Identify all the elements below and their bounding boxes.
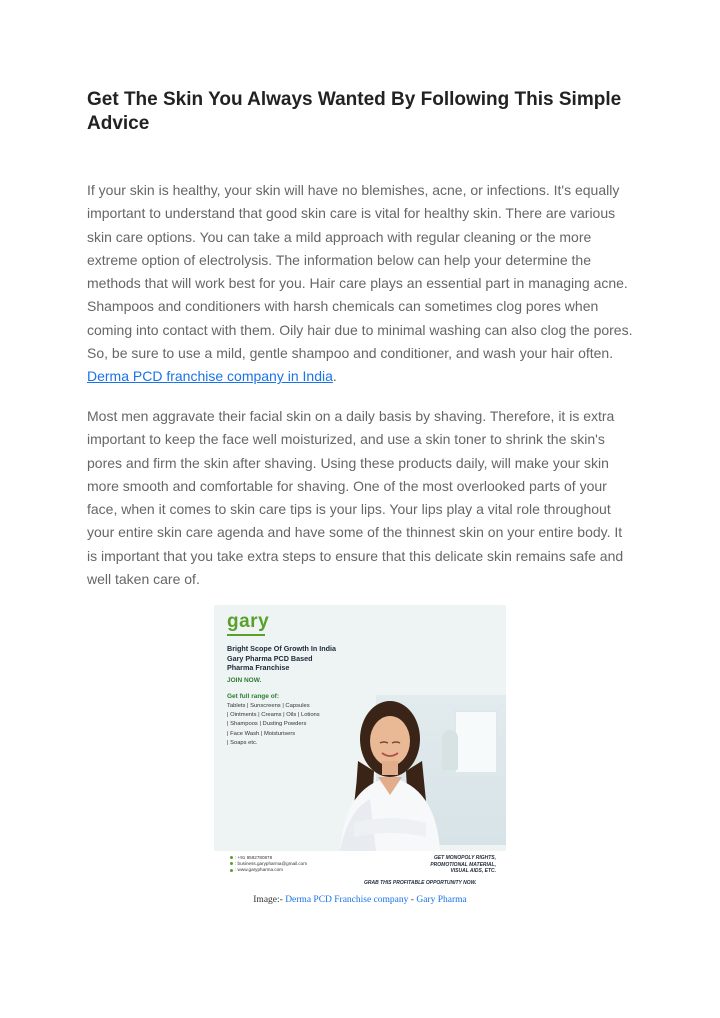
paragraph-2: Most men aggravate their facial skin on a daily basis by shaving. Therefore, it is extra important to keep the face well moisturized, and use a skin toner to shrink the skin's pores and firm the skin after shaving. Using these products daily, will make your skin more smooth and comfortable for shaving. One of the most overlooked parts of your face, when it comes to skin care tips is your lips. Your lips play a vital role throughout your entire skin care agenda and have some of the thinnest skin on your entire body. It is important that you take extra steps to ensure that this delicate skin remains safe and well taken care of. [87, 408, 624, 588]
window-graphic [454, 710, 498, 774]
caption-separator: - [408, 895, 417, 905]
ad-range-line: Tablets | Sunscreens | Capsules [227, 703, 310, 709]
advertisement-image [214, 605, 506, 891]
ad-contact-website [230, 867, 350, 873]
paragraph-1-end: . [332, 368, 337, 385]
ad-range-title: Get full range of: [227, 693, 279, 700]
caption-gary-pharma-link[interactable]: Gary Pharma [416, 895, 467, 905]
ad-footer [214, 851, 506, 891]
ad-rights-line: GET MONOPOLY RIGHTS, [433, 855, 496, 861]
ad-headline-line: Bright Scope Of Growth In India [227, 644, 337, 653]
paragraph-1 [87, 179, 635, 389]
ad-contact-text: : www.garypharma.com [235, 867, 283, 873]
ad-rights-line: VISUAL AIDS, ETC. [450, 868, 496, 875]
gary-logo: gary [227, 611, 270, 632]
article-title: Get The Skin You Always Wanted By Following This Simple Advice [87, 89, 622, 134]
image-caption [0, 895, 720, 905]
ad-headline-line: Gary Pharma PCD Based [227, 653, 313, 663]
globe-icon [230, 869, 233, 872]
logo-underline [227, 634, 265, 636]
ad-contact-list [230, 855, 350, 874]
businesswoman-illustration [318, 691, 458, 851]
phone-icon [230, 856, 233, 859]
ad-contact-text: : business.garypharma@gmail.com [235, 861, 308, 867]
ad-range-line: | Face Wash | Moisturisers [227, 730, 296, 737]
ad-grab-text: GRAB THIS PROFITABLE OPPORTUNITY NOW. [364, 880, 477, 886]
ad-range-line: | Ointments | Creams | Oils | Lotions [227, 712, 320, 719]
ad-range-line: | Soaps etc. [227, 739, 258, 746]
ad-headline-line: Pharma Franchise [227, 663, 290, 672]
ad-join-now: JOIN NOW. [227, 677, 262, 684]
ad-contact-text: : +91 9592780878 [235, 855, 273, 860]
ad-rights-text [356, 855, 496, 875]
caption-derma-link[interactable]: Derma PCD Franchise company [282, 895, 409, 905]
ad-range-line: | Shampoos | Dusting Powders [227, 721, 307, 728]
caption-prefix: Image:- [253, 895, 283, 905]
email-icon [230, 862, 233, 865]
paragraph-1-text: If your skin is healthy, your skin will have no blemishes, acne, or infections. It's equally important to understand that good skin care is vital for healthy skin. There are various skin care options. You can take a mild approach with regular cleaning or the more extreme option of electrolysis. The information below can help your determine the methods that will work best for you. Hair care plays an essential part in managing acne. Shampoos and conditioners with harsh chemicals can sometimes clog pores when coming into contact with them. Oily hair due to minimal washing can also clog the pores. So, be sure to use a mild, gentle shampoo and conditioner, and wash your hair often. [87, 182, 633, 362]
ad-headline [227, 644, 387, 673]
derma-pcd-franchise-link[interactable]: Derma PCD franchise company in India [87, 368, 333, 385]
ad-rights-line: PROMOTIONAL MATERIAL, [430, 861, 496, 868]
